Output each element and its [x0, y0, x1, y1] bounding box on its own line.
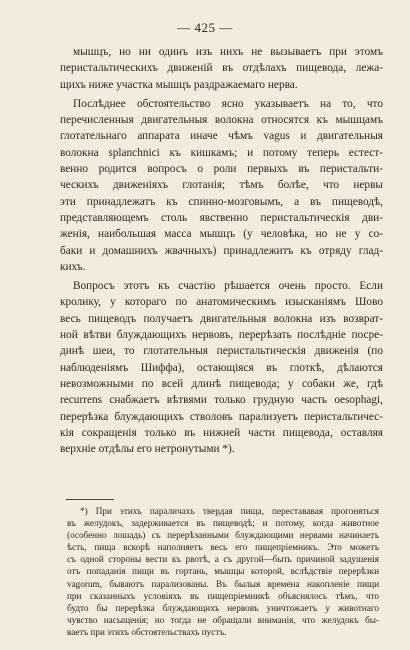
text-line: будто бы перерѣзка блуждающихъ нервовъ уничтожаетъ у животнаго: [67, 602, 379, 613]
text-line: баки и домашнихъ жвачныхъ) принадлежитъ къ отряду глад-: [60, 244, 383, 257]
text-line: весь пищеводъ получаетъ двигательныя волокна изъ возврат-: [60, 312, 383, 325]
text-line: ваетъ при этихъ обстоятельствахъ пустъ.: [67, 626, 227, 637]
text-line: эти принадлежатъ къ спинно-мозговымъ, а въ пищеводѣ,: [60, 195, 383, 208]
text-line: кія сокращенія только въ нижней части пищевода, оставляя: [60, 426, 383, 439]
text-line: представляющемъ столь явственно перистальтическія дви-: [60, 211, 383, 224]
text-line: (особенно лошадь) съ перерѣзанными блуждающими нервами начинаетъ: [67, 530, 379, 541]
text-line: въ желудокъ, задерживается въ пищеводѣ; и потому, когда животное: [67, 518, 379, 529]
paragraph: [60, 278, 383, 457]
footnote-paragraph: [67, 505, 379, 638]
body-text: [60, 44, 383, 457]
text-line: перистальтическихъ движеній въ отдѣлахъ пищевода, лежа-: [60, 62, 383, 75]
text-line: Вопросъ этотъ къ счастію рѣшается очень просто. Если: [73, 280, 383, 293]
footnote-divider: [66, 499, 114, 500]
paragraph: [60, 44, 383, 93]
text-line: динѣ шеи, то глотательныя перистальтическія движенія (по: [60, 345, 383, 358]
text-line: при сказанныхъ условіяхъ въ пищепріемникѣ объяснялось тѣмъ, что: [67, 590, 379, 601]
text-line: невозможными по всей длинѣ пищевода; у собаки же, гдѣ: [60, 377, 383, 390]
text-line: ной вѣтви блуждающихъ нервовъ, перерѣзать послѣдніе посре-: [60, 329, 383, 342]
text-line: ческихъ движеніяхъ глотанія; тѣмъ болѣе, что нервы: [60, 179, 383, 192]
text-line: волокна splanchnici къ кишкамъ; и потому теперь естест-: [60, 146, 383, 159]
text-line: кролику, у котораго по анатомическимъ изысканіямъ Шово: [60, 296, 383, 309]
text-line: чувство насыщенія; но тогда не обращали вниманія, что желудокъ бы-: [67, 614, 379, 625]
page-number: — 425 —: [177, 20, 233, 35]
paragraph: [60, 96, 383, 275]
text-line: глотательнаго аппарата иначе чѣмъ vagus и двигательныя: [60, 130, 383, 143]
text-line: перечисленныя двигательныя волокна относятся къ мышцамъ: [60, 114, 383, 127]
text-line: щихъ ниже участка мышцъ раздражаемаго нерва.: [60, 78, 298, 91]
footnote: [67, 505, 379, 638]
text-line: *) При этихъ параличахъ твердая пища, перестававая прогоняться: [80, 506, 379, 516]
text-line: женія, наибольшая масса мышцъ (у человѣка, но не у со-: [60, 228, 383, 241]
text-line: recurrens снабжаетъ вѣтвями только грудную часть oesophagi,: [60, 394, 383, 407]
text-line: Послѣднее обстоятельство ясно указываетъ на то, что: [73, 97, 383, 110]
text-line: отъ попаданія пищи въ гортань, мышцы которой, вслѣдствіе перерѣзки: [67, 566, 379, 577]
text-line: венно родится вопросъ о роли первыхъ въ перистальти-: [60, 163, 383, 176]
text-line: кихъ.: [60, 260, 86, 273]
text-line: верхніе отдѣлы его нетронутыми *).: [60, 443, 235, 456]
text-line: съ одной стороны вести къ рвотѣ, а съ другой—быть причиной задушенія: [67, 554, 379, 565]
text-line: наблюденіямъ Шиффа), остающіяся въ глоткѣ, дѣлаются: [60, 361, 383, 374]
text-line: vagorum, бываютъ парализованы. Въ былыя времена накопленіе пищи: [67, 578, 379, 589]
text-line: ѣсть, пища вскорѣ наполняетъ весь его пищепріемникъ. Это можетъ: [67, 542, 379, 553]
text-line: перерѣзка блуждающихъ стволовъ парализуетъ перистальтичес-: [60, 410, 383, 423]
text-line: мышцъ, но ни одинъ изъ нихъ не вызываетъ при этомъ: [73, 46, 383, 58]
